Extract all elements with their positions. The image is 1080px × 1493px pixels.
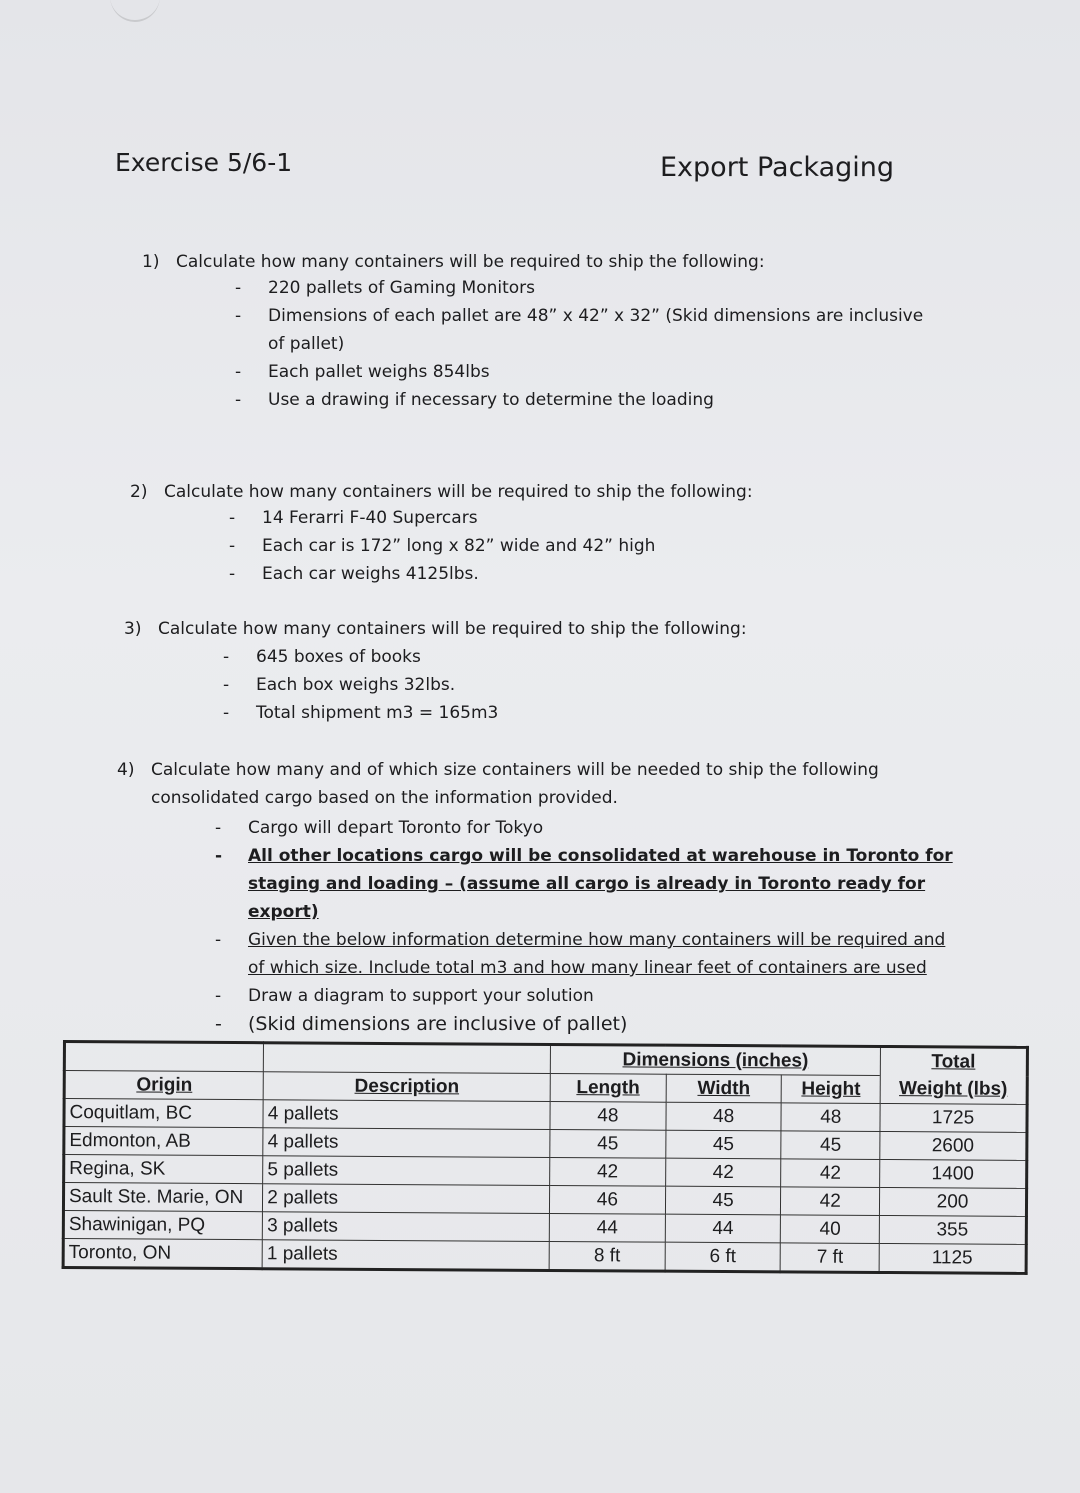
list-item: - Dimensions of each pallet are 48” x 42” x 32” (Skid dimensions are inclusive of pallet) [268, 302, 938, 358]
description-cell: 2 pallets [263, 1184, 550, 1214]
origin-cell: Coquitlam, BC [64, 1099, 263, 1128]
width-cell: 44 [665, 1214, 781, 1243]
height-cell: 42 [781, 1187, 880, 1216]
width-cell: 6 ft [665, 1242, 781, 1272]
width-cell: 42 [665, 1158, 781, 1187]
table-cell-empty [264, 1043, 551, 1074]
length-cell: 8 ft [549, 1241, 665, 1271]
width-header: Width [666, 1074, 782, 1103]
list-item: - (Skid dimensions are inclusive of pallet) [248, 1010, 958, 1038]
height-header: Height [782, 1075, 881, 1104]
length-cell: 48 [550, 1101, 666, 1130]
question-4 [117, 756, 931, 812]
question-3-items [256, 643, 906, 727]
length-cell: 46 [549, 1185, 665, 1214]
weight-cell: 355 [879, 1215, 1026, 1244]
weight-cell: 1125 [879, 1243, 1026, 1273]
length-cell: 42 [550, 1157, 666, 1186]
weight-cell: 200 [880, 1187, 1027, 1216]
question-1 [142, 248, 765, 276]
list-item: - Each car is 172” long x 82” wide and 42” high [262, 532, 912, 560]
question-number: 2) [130, 482, 148, 502]
length-header: Length [550, 1073, 666, 1102]
length-cell: 44 [549, 1213, 665, 1242]
cargo-table [62, 1040, 1029, 1275]
exercise-number: Exercise 5/6-1 [115, 148, 293, 177]
question-text: Calculate how many containers will be required to ship the following: [164, 482, 753, 502]
list-item: - Total shipment m3 = 165m3 [256, 699, 906, 727]
origin-cell: Edmonton, AB [64, 1127, 263, 1156]
description-cell: 5 pallets [263, 1156, 550, 1186]
origin-cell: Sault Ste. Marie, ON [63, 1183, 262, 1212]
list-item: - 14 Ferarri F-40 Supercars [262, 504, 912, 532]
origin-cell: Regina, SK [64, 1155, 263, 1184]
weight-cell: 1725 [880, 1103, 1027, 1132]
list-item-underlined: - Given the below information determine how many containers will be required and of which size. Include total m3 and how many linear feet of containers are used [248, 926, 958, 982]
list-item: - Use a drawing if necessary to determine the loading [268, 386, 938, 414]
origin-cell: Shawinigan, PQ [63, 1211, 262, 1240]
list-item-emphasis: - All other locations cargo will be consolidated at warehouse in Toronto for staging and loading – (assume all cargo is already in Toronto ready for export) [248, 842, 958, 926]
list-item: - Cargo will depart Toronto for Tokyo [248, 814, 958, 842]
question-3 [124, 615, 747, 643]
table-row [63, 1239, 1026, 1274]
question-number: 1) [142, 252, 160, 272]
list-item: - Each pallet weighs 854lbs [268, 358, 938, 386]
description-cell: 3 pallets [263, 1212, 550, 1242]
question-2-items [262, 504, 912, 588]
list-item: - Draw a diagram to support your solution [248, 982, 958, 1010]
paper-edge-shadow [110, 0, 160, 22]
description-cell: 4 pallets [263, 1128, 550, 1158]
origin-cell: Toronto, ON [63, 1239, 262, 1269]
width-cell: 45 [665, 1186, 781, 1215]
weight-cell: 2600 [880, 1131, 1027, 1160]
width-cell: 48 [666, 1102, 782, 1131]
dimensions-group-header: Dimensions (inches) [550, 1044, 880, 1075]
question-text: Calculate how many containers will be required to ship the following: [158, 619, 747, 639]
origin-header: Origin [64, 1071, 263, 1100]
weight-header: Weight (lbs) [880, 1075, 1027, 1104]
table-cell-empty [64, 1042, 263, 1072]
question-text: Calculate how many and of which size containers will be needed to ship the following consolidated cargo based on the information provided. [151, 760, 879, 808]
question-number: 4) [117, 760, 135, 780]
total-header: Total [880, 1046, 1027, 1076]
list-item: - Each car weighs 4125lbs. [262, 560, 912, 588]
description-header: Description [263, 1072, 550, 1102]
question-1-items [268, 274, 938, 414]
description-cell: 4 pallets [263, 1100, 550, 1130]
length-cell: 45 [550, 1129, 666, 1158]
list-item: - 645 boxes of books [256, 643, 906, 671]
height-cell: 45 [781, 1131, 880, 1160]
description-cell: 1 pallets [262, 1240, 549, 1271]
page-title: Export Packaging [660, 152, 895, 183]
question-4-items [248, 814, 958, 1038]
list-item: - 220 pallets of Gaming Monitors [268, 274, 938, 302]
height-cell: 40 [781, 1215, 880, 1244]
height-cell: 48 [781, 1103, 880, 1132]
question-text: Calculate how many containers will be required to ship the following: [176, 252, 765, 272]
height-cell: 42 [781, 1159, 880, 1188]
list-item: - Each box weighs 32lbs. [256, 671, 906, 699]
question-2 [130, 478, 753, 506]
weight-cell: 1400 [880, 1159, 1027, 1188]
question-number: 3) [124, 619, 142, 639]
width-cell: 45 [666, 1130, 782, 1159]
height-cell: 7 ft [781, 1243, 880, 1273]
